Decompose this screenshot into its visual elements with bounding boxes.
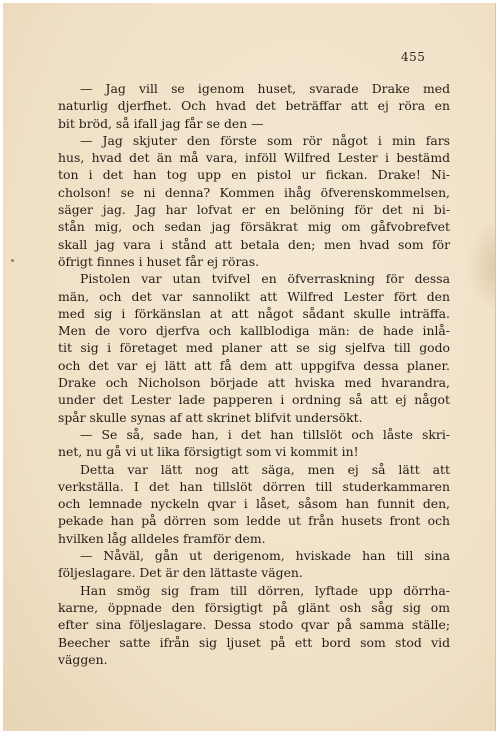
text-line: net, nu gå vi ut lika försigtigt som vi kommit in! <box>58 444 359 460</box>
text-line: säger jag. Jag har lofvat er en belöning för det ni bi- <box>58 202 450 218</box>
text-line: väggen. <box>58 651 108 667</box>
text-line: — Se så, sade han, i det han tillslöt och låste skri- <box>80 426 450 442</box>
text-line: hvilken låg alldeles framför dem. <box>58 530 266 546</box>
text-line: Pistolen var utan tvifvel en öfverraskning för dessa <box>80 271 450 287</box>
text-line: pekade han på dörren som ledde ut från husets front och <box>58 513 450 529</box>
paragraph <box>58 270 450 426</box>
body-text <box>58 80 450 668</box>
text-line: öfrigt finnes i huset får ej röras. <box>58 253 260 269</box>
text-line: ton i det han tog upp en pistol ur fickan. Drake! Ni- <box>58 167 450 183</box>
paragraph <box>58 132 450 270</box>
text-line: följeslagare. Det är den lättaste vägen. <box>58 565 303 581</box>
page-number: 455 <box>401 50 426 64</box>
text-line: och det var ej lätt att få dem att uppgifva dessa planer. <box>58 357 450 373</box>
text-line: verkställa. I det han tillslöt dörren till studerkammaren <box>58 478 450 494</box>
text-line: män, och det var sannolikt att Wilfred Lester fört den <box>58 288 450 304</box>
text-line: tit sig i företaget med planer att se sig sjelfva till godo <box>58 340 450 356</box>
text-line: Drake och Nicholson började att hviska med hvarandra, <box>58 375 450 391</box>
text-line: Men de voro djerfva och kallblodiga män: de hade inlå- <box>58 323 450 339</box>
text-line: spår skulle synas af att skrinet blifvit undersökt. <box>58 409 363 425</box>
text-line: Han smög sig fram till dörren, lyftade upp dörrha- <box>80 582 450 598</box>
text-line: naturlig djerfhet. Och hvad det beträffar att ej röra en <box>58 98 450 114</box>
text-line: bit bröd, så ifall jag får se den — <box>58 115 264 131</box>
text-line: hus, hvad det än må vara, inföll Wilfred Lester i bestämd <box>58 150 450 166</box>
paragraph <box>58 547 450 582</box>
paragraph <box>58 582 450 668</box>
paragraph <box>58 80 450 132</box>
text-line: — Jag skjuter den förste som rör något i min fars <box>80 132 450 148</box>
text-line: Detta var lätt nog att säga, men ej så lätt att <box>80 461 450 477</box>
book-page <box>3 3 496 731</box>
text-line: med sig i förkänslan at att något sådant skulle inträffa. <box>58 305 450 321</box>
text-line: skall jag vara i stånd att betala den; men hvad som för <box>58 236 450 252</box>
text-line: under det Lester lade papperen i ordning så att ej något <box>58 392 450 408</box>
paragraph <box>58 426 450 461</box>
text-line: cholson! se ni denna? Kommen ihåg öfverenskommelsen, <box>58 184 450 200</box>
text-line: stån mig, och sedan jag försäkrat mig om gåfvobrefvet <box>58 219 450 235</box>
text-line: karne, öppnade den försigtigt på glänt osh såg sig om <box>58 599 450 615</box>
text-line: — Nåväl, gån ut derigenom, hviskade han till sina <box>80 548 450 564</box>
paper-stain <box>467 218 495 313</box>
paper-speck <box>11 259 14 262</box>
text-line: efter sina följeslagare. Dessa stodo qvar på samma ställe; <box>58 617 450 633</box>
text-line: Beecher satte ifrån sig ljuset på ett bord som stod vid <box>58 634 450 650</box>
text-line: och lemnade nyckeln qvar i låset, såsom han funnit den, <box>58 496 450 512</box>
paragraph <box>58 461 450 547</box>
text-line: — Jag vill se igenom huset, svarade Drake med <box>80 81 450 96</box>
